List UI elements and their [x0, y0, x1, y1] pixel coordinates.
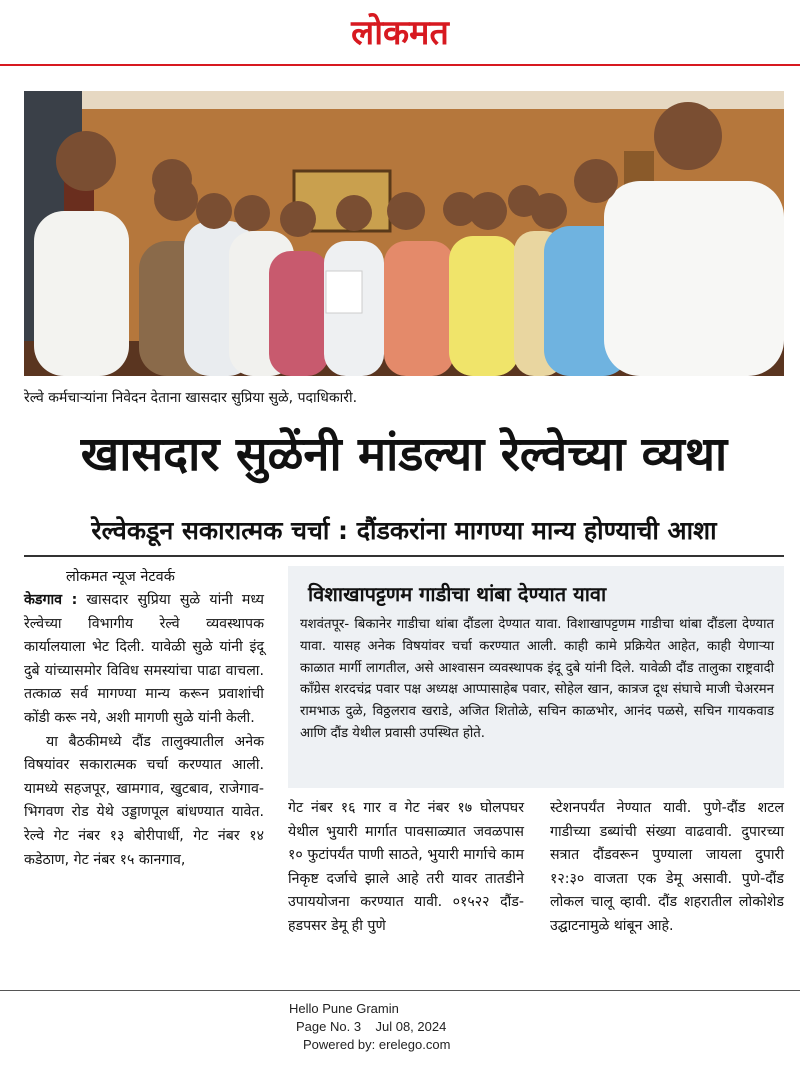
- masthead-rule: [0, 64, 800, 66]
- footer-divider: [0, 990, 800, 991]
- article-paragraph-2: या बैठकीमध्ये दौंड तालुक्यातील अनेक विषयांवर सकारात्मक चर्चा करण्यात आली. यामध्ये सहजपूर, खामगाव, खुटबाव, राजेगाव-भिगवण रोड येथे उड्डाणपूल बांधण्यात यावेत. रेल्वे गेट नंबर १३ बोरीपार्धी, गेट नंबर १४ कडेठाण, गेट नंबर १५ कानगाव,: [24, 733, 264, 868]
- byline: लोकमत न्यूज नेटवर्क: [66, 569, 175, 585]
- section-divider: [24, 555, 784, 557]
- sidebar-box-body: यशवंतपूर- बिकानेर गाडीचा थांबा दौंडला देण्यात यावा. विशाखापट्टणम गाडीचा थांबा दौंडला देण्यात यावा. यासह अनेक विषयांवर चर्चा करण्यात आली. काही कामे प्रक्रियेत आहेत, काही येणाऱ्या काळात मार्गी लागतील, असे आश्वासन व्यवस्थापक इंदू दुबे यांनी दिले. यावेळी दौंड तालुका राष्ट्रवादी काँग्रेस शरदचंद्र पवार पक्ष अध्यक्ष आप्पासाहेब पवार, सोहेल खान, कात्रज दूध संघाचे माजी चेअरमन रामभाऊ दुळे, विठ्ठलराव खराडे, अजित शितोळे, सचिन काळभोर, आनंद पळसे, सचिन गायकवाड आणि दौंड येथील प्रवासी उपस्थित होते.: [300, 617, 774, 741]
- newspaper-logo: लोकमत: [351, 13, 449, 53]
- footer-page-date: Page No. 3 Jul 08, 2024: [296, 1019, 447, 1034]
- article-column-2: गेट नंबर १६ गार व गेट नंबर १७ घोलपघर येथील भुयारी मार्गात पावसाळ्यात जवळपास १० फुटांपर्यंत पाणी साठते, भुयारी मार्गाचे काम निकृष्ट दर्जाचे झाले आहे तरी यावर तातडीने उपाययोजना करण्यात यावी. ०१५२२ दौंड-हडपसर डेमू ही पुणे: [288, 800, 524, 934]
- photo-caption: रेल्वे कर्मचाऱ्यांना निवेदन देताना खासदार सुप्रिया सुळे, पदाधिकारी.: [24, 390, 358, 406]
- article-headline: खासदार सुळेंनी मांडल्या रेल्वेच्या व्यथा: [80, 427, 728, 482]
- article-column-1: [24, 565, 264, 872]
- footer-powered-by: Powered by: erelego.com: [303, 1037, 451, 1052]
- paragraph-1-text: खासदार सुप्रिया सुळे यांनी मध्य रेल्वेच्या विभागीय रेल्वे व्यवस्थापक कार्यालयाला भेट दिली. यावेळी सुळे यांनी इंदू दुबे यांच्यासमोर विविध समस्यांचा पाढा वाचला. तत्काळ सर्व मागण्या मान्य करून प्रवाशांची कोंडी करू नये, अशी मागणी सुळे यांनी केली.: [24, 592, 264, 726]
- sidebar-box-title: विशाखापट्टणम गाडीचा थांबा देण्यात यावा: [308, 582, 607, 606]
- news-photo: [24, 91, 784, 376]
- dateline: केडगाव :: [24, 592, 78, 608]
- news-photo-illustration: [24, 91, 784, 376]
- sidebar-box: [288, 566, 784, 788]
- masthead: [0, 0, 800, 62]
- footer-edition: Hello Pune Gramin: [289, 1001, 399, 1016]
- article-column-3: स्टेशनपर्यंत नेण्यात यावी. पुणे-दौंड शटल गाडीच्या डब्यांची संख्या वाढवावी. दुपारच्या सत्रात दौंडवरून पुण्याला जायला दुपारी १२:३० वाजता एक डेमू असावी. पुणे-दौंड लोकल चालू व्हावी. दौंड शहरातील लोकोशेड उद्घाटनामुळे थांबून आहे.: [550, 800, 784, 934]
- article-subheadline: रेल्वेकडून सकारात्मक चर्चा : दौंडकरांना मागण्या मान्य होण्याची आशा: [91, 516, 717, 545]
- article-paragraph-1: [24, 589, 264, 731]
